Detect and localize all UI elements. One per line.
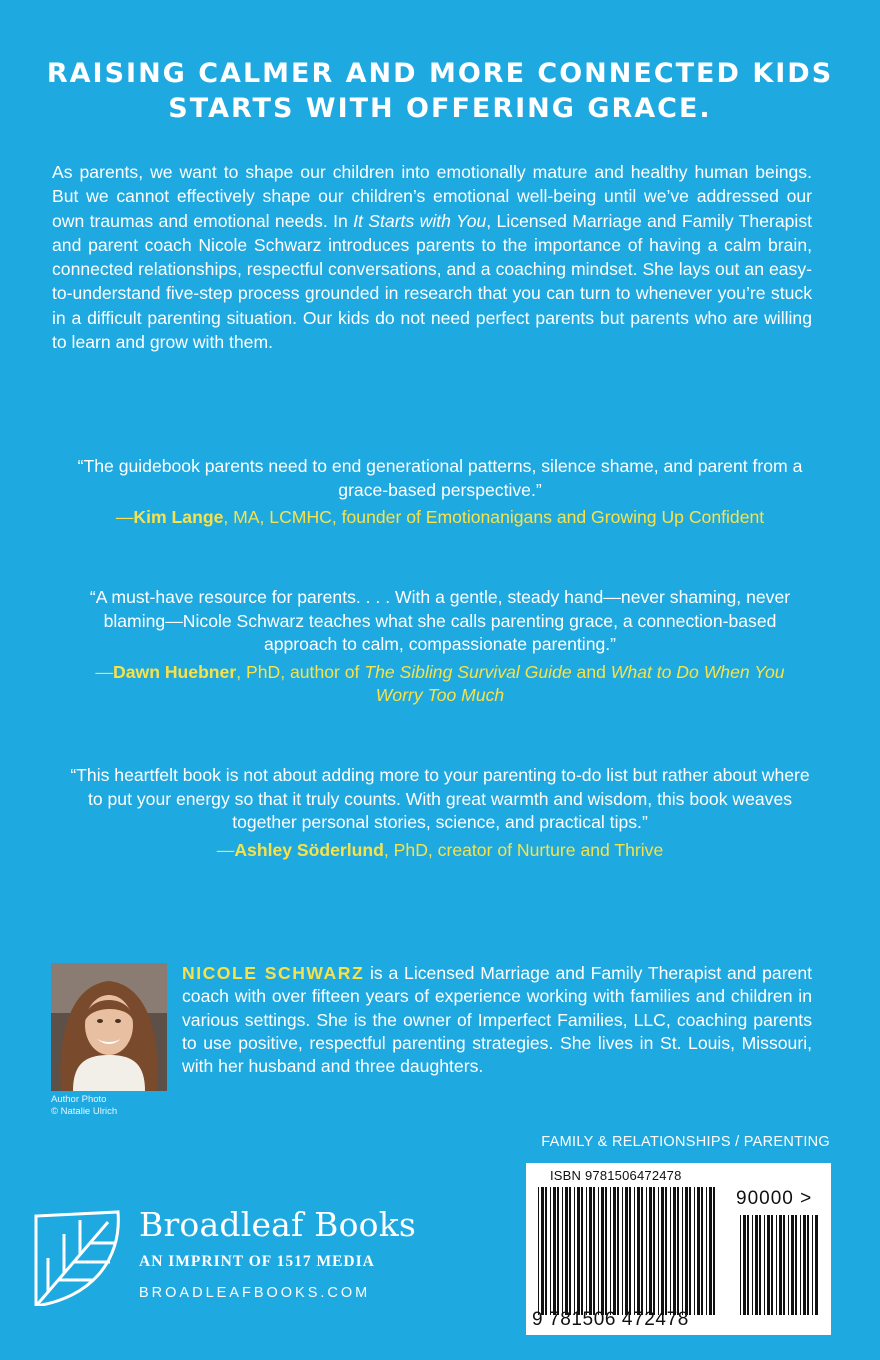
- barcode-bar: [661, 1187, 664, 1315]
- author-bio: [182, 962, 812, 1078]
- barcode-bar: [641, 1187, 643, 1315]
- barcode-bar: [755, 1215, 758, 1315]
- barcode-bar: [593, 1187, 595, 1315]
- barcode-bar: [653, 1187, 655, 1315]
- barcode-bar: [598, 1187, 599, 1315]
- book-description: [52, 160, 812, 354]
- endorsement-attribution: [70, 839, 810, 863]
- barcode-bar: [685, 1187, 688, 1315]
- publisher-website: BROADLEAFBOOKS.COM: [139, 1285, 371, 1301]
- barcode-bar: [783, 1215, 785, 1315]
- headline-line-1: RAISING CALMER AND MORE CONNECTED KIDS: [46, 58, 834, 89]
- endorser-title-joiner: and: [571, 661, 611, 682]
- barcode-bar: [658, 1187, 659, 1315]
- photo-credit-line-2: © Natalie Ulrich: [51, 1106, 118, 1117]
- description-text-2: , Licensed Marriage and Family Therapist and parent coach Nicole Schwarz introduces parents to the importance of having a calm brain, connected relationships, respectful conversations, and a coaching mindset. She lays out an easy-to-understand five-step process grounded in research that you can turn to whenever you’re stuck in a difficult parenting situation. Our kids do not need perfect parents but parents who are willing to learn and grow with them.: [52, 210, 813, 353]
- barcode-bar: [694, 1187, 695, 1315]
- endorser-book-title-1: The Sibling Survival Guide: [364, 661, 572, 682]
- isbn-digits: 9 781506 472478: [532, 1309, 689, 1330]
- endorser-credentials: , MA, LCMHC, founder of Emotionanigans and Growing Up Confident: [223, 507, 765, 527]
- barcode-bar: [613, 1187, 616, 1315]
- barcode-bar: [577, 1187, 580, 1315]
- barcode-bar: [743, 1215, 746, 1315]
- barcode-bar: [697, 1187, 700, 1315]
- author-portrait-illustration: [51, 963, 167, 1091]
- barcode-bar: [617, 1187, 619, 1315]
- barcode-bar: [807, 1215, 809, 1315]
- barcode-bar: [610, 1187, 611, 1315]
- barcode-bar: [557, 1187, 559, 1315]
- author-name: NICOLE SCHWARZ: [182, 963, 365, 983]
- barcode-bar: [776, 1215, 777, 1315]
- endorser-book-title-2: What to Do When You Worry Too Much: [375, 661, 785, 705]
- publisher-name: Broadleaf Books: [139, 1205, 417, 1244]
- barcode-bar: [545, 1187, 547, 1315]
- author-bio-text: is a Licensed Marriage and Family Therapist and parent coach with over fifteen years of experience working with families and children in various settings. She is the owner of Imperfect Families, LLC, coaching parents to use positive, respectful parenting strategies. She lives in St. Louis, Missouri, with her husband and three daughters.: [182, 963, 813, 1077]
- barcode-bar: [625, 1187, 628, 1315]
- barcode-bar: [581, 1187, 583, 1315]
- barcode-bar: [706, 1187, 707, 1315]
- barcode-bar: [767, 1215, 770, 1315]
- endorser-credentials: , PhD, author of: [236, 661, 365, 682]
- barcode-bar: [565, 1187, 568, 1315]
- barcode-bar: [713, 1187, 715, 1315]
- barcode-bar: [541, 1187, 544, 1315]
- barcode-bar: [740, 1215, 741, 1315]
- endorsement-quote: “This heartfelt book is not about adding more to your parenting to-do list but rather about where to put your energy so that it truly counts. With great warmth and wisdom, this book weaves together personal stories, science, and practical tips.”: [70, 765, 810, 832]
- barcode-bar: [553, 1187, 556, 1315]
- photo-credit: [51, 1094, 171, 1118]
- barcode-bar: [795, 1215, 797, 1315]
- barcode-bar: [791, 1215, 794, 1315]
- ean-barcode-bars: [536, 1187, 720, 1315]
- endorsement-quote: “A must-have resource for parents. . . . With a gentle, steady hand—never shaming, never blaming—Nicole Schwarz teaches what she calls parenting grace, a connection-based approach to calm, compassionate parenting.”: [89, 587, 791, 654]
- barcode-bar: [682, 1187, 683, 1315]
- endorsement-1: [70, 455, 810, 530]
- barcode-bar: [709, 1187, 712, 1315]
- barcode-bar: [562, 1187, 563, 1315]
- endorser-name: Ashley Söderlund: [234, 839, 384, 860]
- barcode-bar: [569, 1187, 571, 1315]
- attribution-dash: —: [115, 507, 134, 527]
- endorsement-attribution: [70, 661, 810, 708]
- barcode-bar: [550, 1187, 551, 1315]
- endorsement-3: [70, 764, 810, 862]
- barcode-bar: [752, 1215, 753, 1315]
- subject-category: FAMILY & RELATIONSHIPS / PARENTING: [541, 1134, 830, 1150]
- attribution-dash: —: [95, 661, 114, 682]
- photo-credit-line-1: Author Photo: [51, 1094, 107, 1105]
- barcode-bar: [689, 1187, 691, 1315]
- barcode-bar: [622, 1187, 623, 1315]
- isbn-label: ISBN 9781506472478: [550, 1168, 682, 1183]
- barcode-bar: [670, 1187, 671, 1315]
- barcode-bar: [538, 1187, 539, 1315]
- barcode-bar: [759, 1215, 761, 1315]
- endorsement-2: [70, 586, 810, 708]
- endorsement-quote: “The guidebook parents need to end generational patterns, silence shame, and parent from a grace-based perspective.”: [77, 456, 803, 500]
- description-book-title: It Starts with You: [353, 210, 487, 231]
- barcode-bar: [701, 1187, 703, 1315]
- barcode-bar: [779, 1215, 782, 1315]
- attribution-dash: —: [216, 839, 235, 860]
- barcode-bar: [589, 1187, 592, 1315]
- barcode-bar: [649, 1187, 652, 1315]
- isbn-barcode: [526, 1163, 831, 1335]
- barcode-bar: [815, 1215, 818, 1315]
- broadleaf-leaf-logo: [30, 1206, 125, 1306]
- barcode-bar: [803, 1215, 806, 1315]
- barcode-bar: [574, 1187, 575, 1315]
- barcode-bar: [764, 1215, 765, 1315]
- barcode-bar: [586, 1187, 587, 1315]
- barcode-bar: [788, 1215, 789, 1315]
- description-text-1: As parents, we want to shape our children into emotionally mature and healthy human beings. But we cannot effectively shape our children’s emotional well-being until we’ve addressed our own traumas and emotional needs. In: [52, 162, 812, 231]
- back-cover-headline: [40, 56, 840, 126]
- barcode-bar: [747, 1215, 749, 1315]
- barcode-bar: [601, 1187, 604, 1315]
- barcode-bar: [637, 1187, 640, 1315]
- barcode-bar: [605, 1187, 607, 1315]
- barcode-bar: [677, 1187, 679, 1315]
- barcode-bar: [800, 1215, 801, 1315]
- publisher-tagline: AN IMPRINT OF 1517 MEDIA: [139, 1253, 375, 1270]
- barcode-bar: [673, 1187, 676, 1315]
- barcode-bar: [771, 1215, 773, 1315]
- endorser-name: Kim Lange: [133, 507, 224, 527]
- addon-barcode-bars: [738, 1215, 820, 1315]
- barcode-bar: [629, 1187, 631, 1315]
- endorser-credentials: , PhD, creator of Nurture and Thrive: [383, 839, 664, 860]
- author-photo: [51, 963, 167, 1091]
- barcode-bar: [634, 1187, 635, 1315]
- barcode-bar: [646, 1187, 647, 1315]
- barcode-bar: [665, 1187, 667, 1315]
- endorsement-attribution: [70, 506, 810, 530]
- endorser-name: Dawn Huebner: [113, 661, 237, 682]
- barcode-bar: [812, 1215, 813, 1315]
- headline-line-2: STARTS WITH OFFERING GRACE.: [168, 93, 712, 124]
- price-code: 90000 >: [736, 1188, 813, 1209]
